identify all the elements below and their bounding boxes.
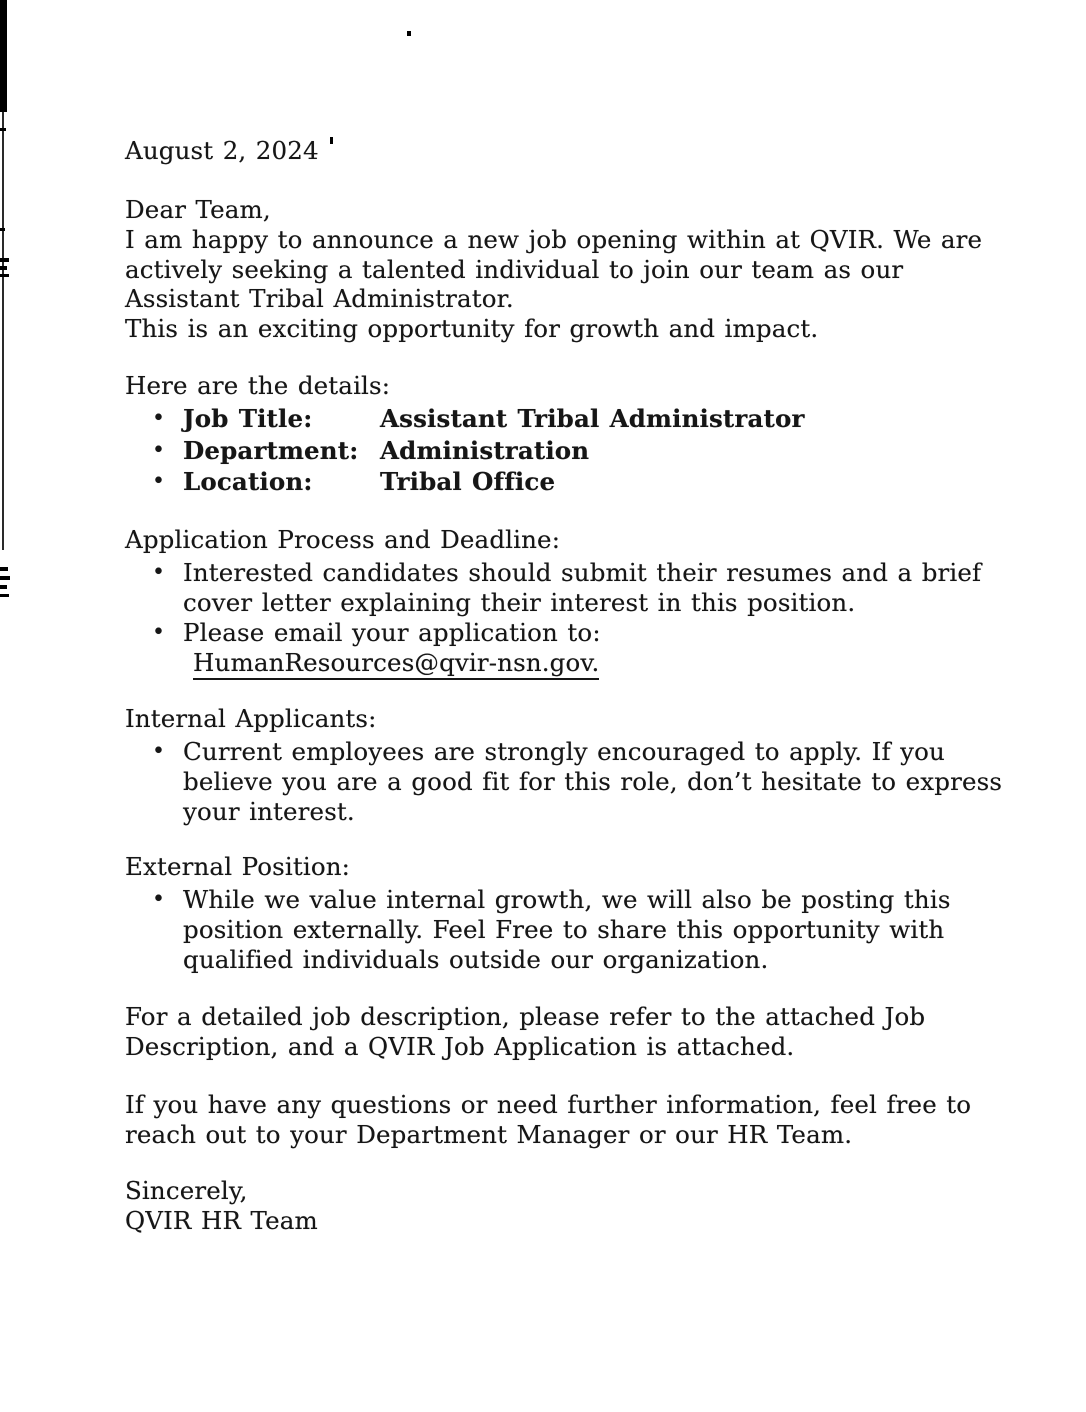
signature-block — [125, 1176, 318, 1236]
external-bullet — [125, 885, 951, 974]
application-bullet-2-intro: Please email your application to: — [183, 618, 601, 647]
letter-date — [125, 136, 319, 166]
intro-lines: I am happy to announce a new job opening within at QVIR. We are actively seeking a talented individual to join our team as our Assistant Tribal Administrator. This is an exciting opportunity for growth and impact. — [125, 224, 983, 344]
external-bullet-text: While we value internal growth, we will also be posting this position externally. Feel Free to share this opportunity with qualified individuals outside our organization. — [183, 885, 951, 974]
bullet-icon: • — [152, 620, 166, 645]
application-email-line — [193, 648, 601, 678]
scan-artifact-speck — [0, 274, 9, 277]
bullet-icon: • — [152, 739, 166, 764]
signoff: Sincerely, — [125, 1176, 248, 1205]
date-text: August 2, 2024 — [125, 136, 319, 165]
internal-heading — [125, 704, 377, 734]
application-heading-text: Application Process and Deadline: — [125, 525, 561, 554]
bullet-icon: • — [152, 469, 166, 495]
detail-label: Job Title: — [183, 404, 313, 433]
intro-paragraph — [125, 195, 982, 344]
detail-value: Tribal Office — [380, 467, 556, 497]
scan-artifact-speck — [0, 228, 5, 231]
closing-paragraph-1: For a detailed job description, please refer to the attached Job Description, and a QVIR Job Application is attached. — [125, 1002, 926, 1061]
detail-value: Administration — [380, 435, 590, 465]
scan-artifact-speck — [0, 258, 9, 262]
scan-artifact-speck — [0, 576, 10, 580]
application-bullet-2 — [125, 618, 601, 678]
internal-heading-text: Internal Applicants: — [125, 704, 377, 733]
detail-label: Department: — [183, 435, 359, 465]
internal-bullet-text: Current employees are strongly encouraged to apply. If you believe you are a good fit for this role, don’t hesitate to express your interest. — [183, 737, 1003, 826]
bullet-icon: • — [152, 560, 166, 585]
application-bullet-1 — [125, 558, 981, 618]
application-bullet-1-text: Interested candidates should submit their resumes and a brief cover letter explaining their interest in this position. — [183, 558, 982, 617]
details-heading — [125, 371, 390, 401]
detail-value: Assistant Tribal Administrator — [380, 404, 805, 433]
scan-artifact-speck — [0, 266, 7, 270]
scan-artifact-speck — [0, 594, 9, 597]
application-heading — [125, 525, 560, 555]
detail-label: Location: — [183, 467, 313, 497]
detail-row-department — [125, 435, 805, 467]
external-heading-text: External Position: — [125, 852, 351, 881]
email-address: HumanResources@qvir-nsn.gov. — [193, 648, 599, 680]
scan-artifact-speck — [0, 585, 7, 589]
detail-row-location — [125, 466, 805, 498]
external-heading — [125, 852, 350, 882]
bullet-icon: • — [152, 406, 166, 431]
bullet-icon: • — [152, 887, 166, 912]
scan-artifact-dot — [407, 31, 411, 36]
salutation: Dear Team, — [125, 195, 271, 224]
details-list — [125, 403, 805, 498]
scan-artifact-left-line — [2, 112, 4, 550]
bullet-icon: • — [152, 437, 166, 463]
scan-artifact-tick — [330, 137, 333, 144]
detail-row-job-title — [125, 403, 805, 435]
scan-artifact-speck — [0, 128, 6, 131]
signature: QVIR HR Team — [125, 1205, 318, 1235]
closing-paragraph-2: If you have any questions or need further information, feel free to reach out to your Department Manager or our HR Team. — [125, 1090, 972, 1149]
scan-artifact-left-bar — [0, 0, 7, 112]
details-heading-text: Here are the details: — [125, 371, 391, 400]
internal-bullet — [125, 737, 1002, 826]
scan-artifact-speck — [0, 567, 8, 571]
